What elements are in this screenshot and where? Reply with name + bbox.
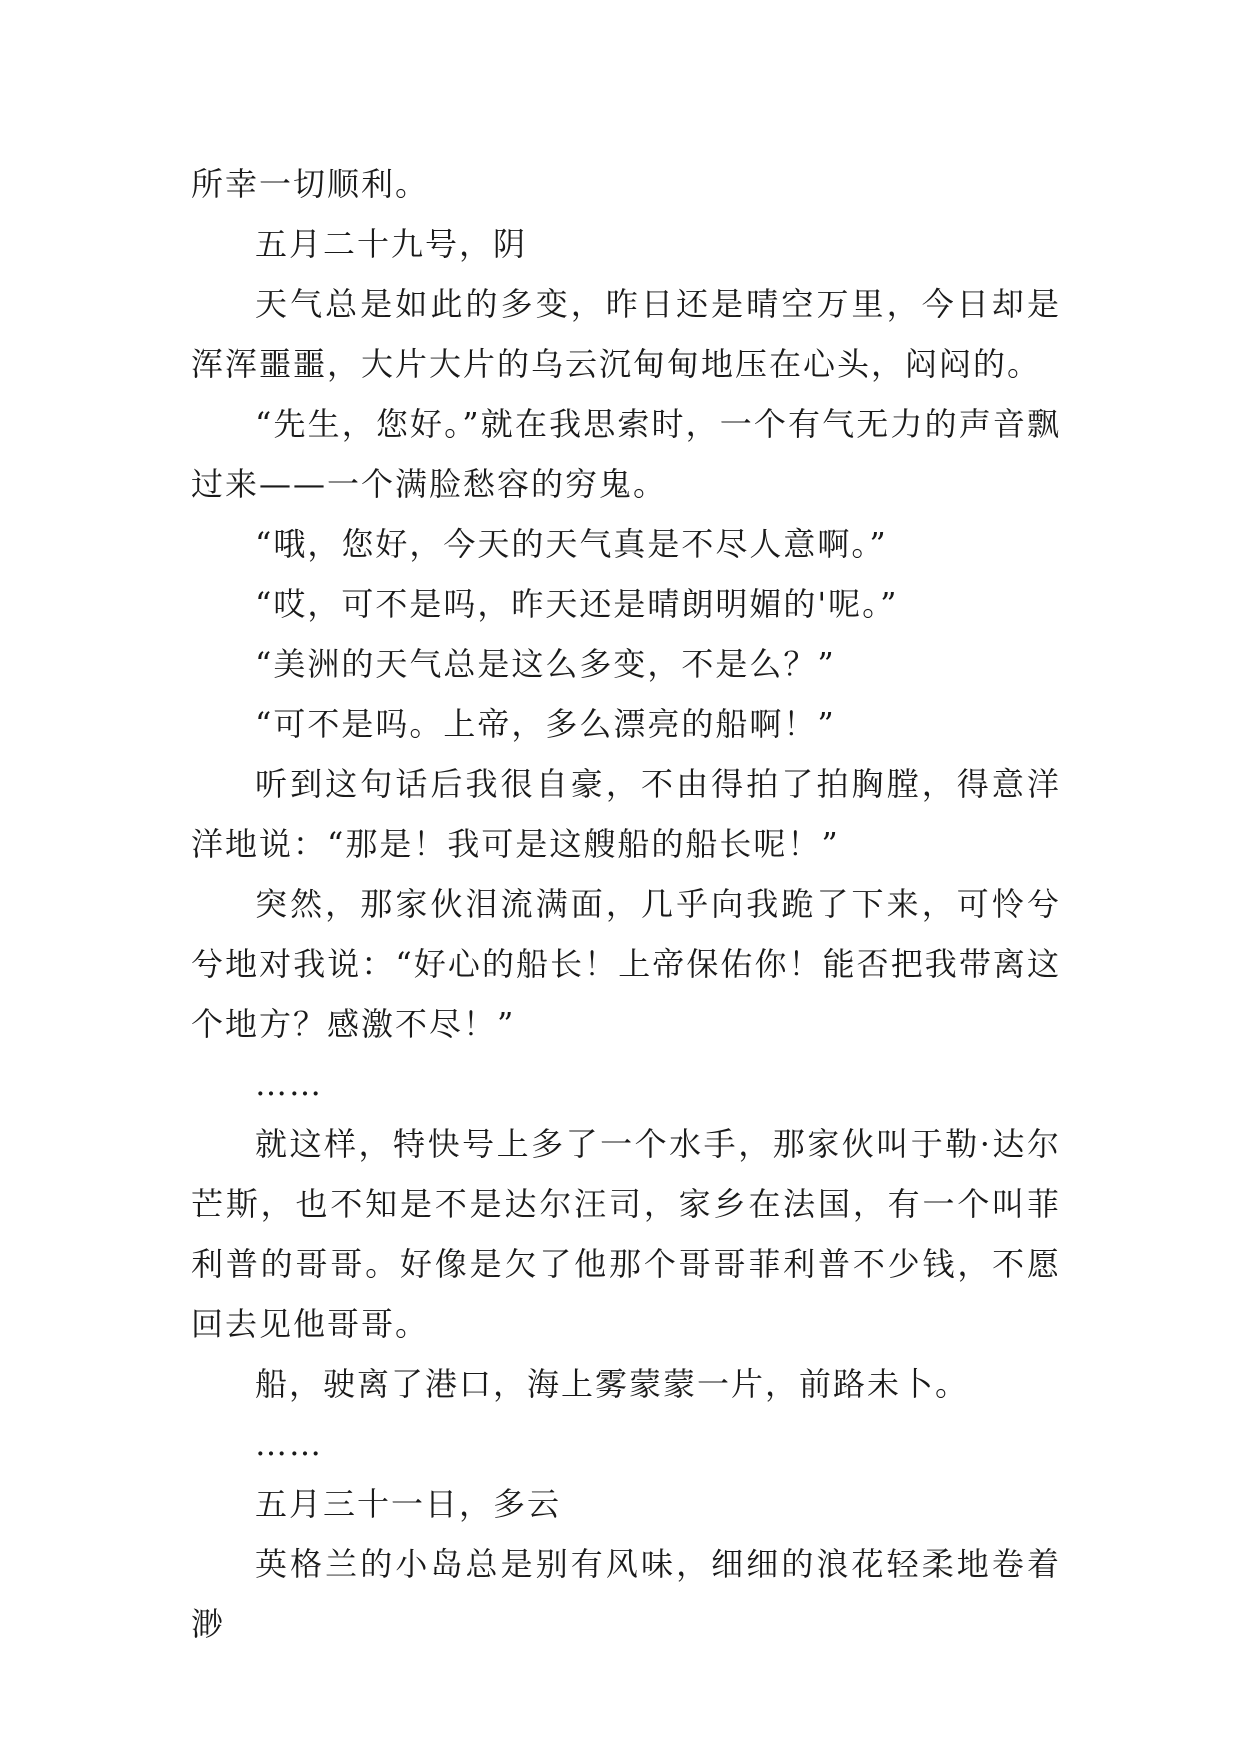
paragraph-date-heading: 五月三十一日，多云 <box>255 1485 562 1523</box>
paragraph-dialogue: “美洲的天气总是这么多变，不是么？” <box>255 645 836 683</box>
paragraph: 船，驶离了港口，海上雾蒙蒙一片，前路未卜。 <box>255 1365 970 1403</box>
paragraph: 英格兰的小岛总是别有风味，细细的浪花轻柔地卷着渺 <box>191 1545 1061 1643</box>
paragraph-dialogue: “哦，您好，今天的天气真是不尽人意啊。” <box>255 525 888 563</box>
paragraph-dialogue: “可不是吗。上帝，多么漂亮的船啊！” <box>255 705 836 743</box>
paragraph: 所幸一切顺利。 <box>191 165 430 203</box>
paragraph: 听到这句话后我很自豪，不由得拍了拍胸膛，得意洋洋地说：“那是！我可是这艘船的船长呢！” <box>191 765 1061 863</box>
paragraph-dialogue: “先生，您好。”就在我思索时，一个有气无力的声音飘过来——一个满脸愁容的穷鬼。 <box>191 405 1061 503</box>
paragraph: 天气总是如此的多变，昨日还是晴空万里，今日却是浑浑噩噩，大片大片的乌云沉甸甸地压在心头，闷闷的。 <box>191 285 1061 383</box>
paragraph: 突然，那家伙泪流满面，几乎向我跪了下来，可怜兮兮地对我说：“好心的船长！上帝保佑你！能否把我带离这个地方？感激不尽！” <box>191 885 1061 1043</box>
paragraph: 就这样，特快号上多了一个水手，那家伙叫于勒·达尔芒斯，也不知是不是达尔汪司，家乡在法国，有一个叫菲利普的哥哥。好像是欠了他那个哥哥菲利普不少钱，不愿回去见他哥哥。 <box>191 1125 1061 1343</box>
document-body <box>191 154 1061 1654</box>
paragraph-dialogue: “哎，可不是吗，昨天还是晴朗明媚的'呢。” <box>255 585 899 623</box>
ellipsis-separator: …… <box>255 1065 323 1103</box>
ellipsis-separator: …… <box>255 1425 323 1463</box>
paragraph-date-heading: 五月二十九号，阴 <box>255 225 528 263</box>
